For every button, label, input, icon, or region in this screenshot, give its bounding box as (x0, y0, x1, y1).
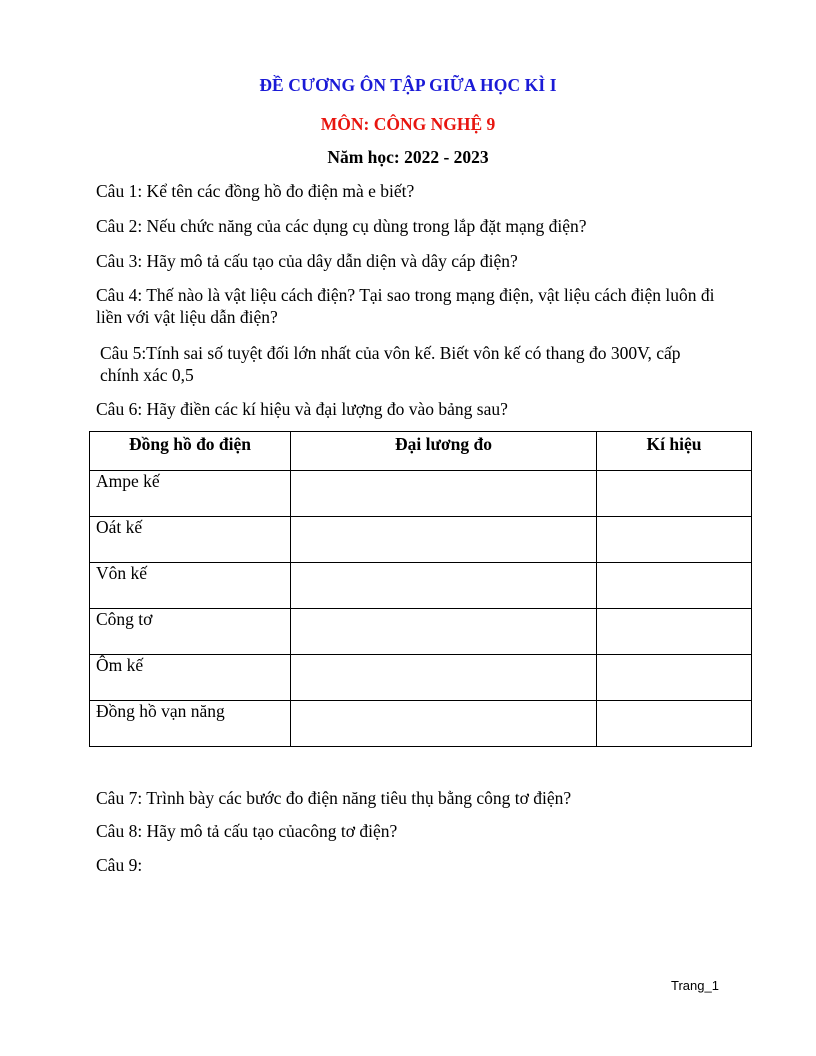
question-7: Câu 7: Trình bày các bước đo điện năng tiêu thụ bằng công tơ điện? (96, 788, 572, 808)
table-header-meter: Đồng hồ đo điện (90, 432, 291, 471)
table-row (90, 563, 752, 609)
table-cell-quantity (291, 609, 597, 655)
table-cell-quantity (291, 563, 597, 609)
table-cell-quantity (291, 517, 597, 563)
table-cell-meter: Đồng hồ vạn năng (90, 701, 291, 747)
measurement-table (89, 431, 752, 747)
table-cell-meter: Ôm kế (90, 655, 291, 701)
question-3: Câu 3: Hãy mô tả cấu tạo của dây dẫn diện và dây cáp điện? (96, 251, 518, 271)
page-number: Trang_1 (671, 978, 719, 993)
table-row (90, 609, 752, 655)
table-cell-symbol (597, 517, 752, 563)
table-row (90, 517, 752, 563)
table-cell-meter: Oát kế (90, 517, 291, 563)
question-6: Câu 6: Hãy điền các kí hiệu và đại lượng đo vào bảng sau? (96, 399, 508, 419)
subject-title: MÔN: CÔNG NGHỆ 9 (320, 114, 496, 134)
table-cell-symbol (597, 701, 752, 747)
table-cell-symbol (597, 655, 752, 701)
question-2: Câu 2: Nếu chức năng của các dụng cụ dùng trong lắp đặt mạng điện? (96, 216, 587, 236)
table-header-quantity: Đại lương đo (291, 432, 597, 471)
table-cell-quantity (291, 655, 597, 701)
school-year: Năm học: 2022 - 2023 (327, 147, 489, 167)
question-1: Câu 1: Kể tên các đồng hồ đo điện mà e biết? (96, 181, 415, 201)
table-cell-meter: Ampe kế (90, 471, 291, 517)
table-header-symbol: Kí hiệu (597, 432, 752, 471)
document-title: ĐỀ CƯƠNG ÔN TẬP GIỮA HỌC KÌ I (259, 75, 557, 95)
question-9: Câu 9: (96, 855, 143, 875)
table-header-row (90, 432, 752, 471)
question-8: Câu 8: Hãy mô tả cấu tạo củacông tơ điện? (96, 821, 398, 841)
table-row (90, 471, 752, 517)
question-4: Câu 4: Thế nào là vật liệu cách điện? Tại sao trong mạng điện, vật liệu cách điện luôn đi liền với vật liệu dẫn điện? (96, 285, 715, 327)
table-cell-quantity (291, 701, 597, 747)
table-cell-symbol (597, 609, 752, 655)
table-cell-meter: Vôn kế (90, 563, 291, 609)
table-cell-symbol (597, 563, 752, 609)
table-cell-symbol (597, 471, 752, 517)
table-cell-quantity (291, 471, 597, 517)
table-row (90, 701, 752, 747)
table-row (90, 655, 752, 701)
table-cell-meter: Công tơ (90, 609, 291, 655)
question-5: Câu 5:Tính sai số tuyệt đối lớn nhất của vôn kế. Biết vôn kế có thang đo 300V, cấp chính xác 0,5 (100, 343, 681, 385)
